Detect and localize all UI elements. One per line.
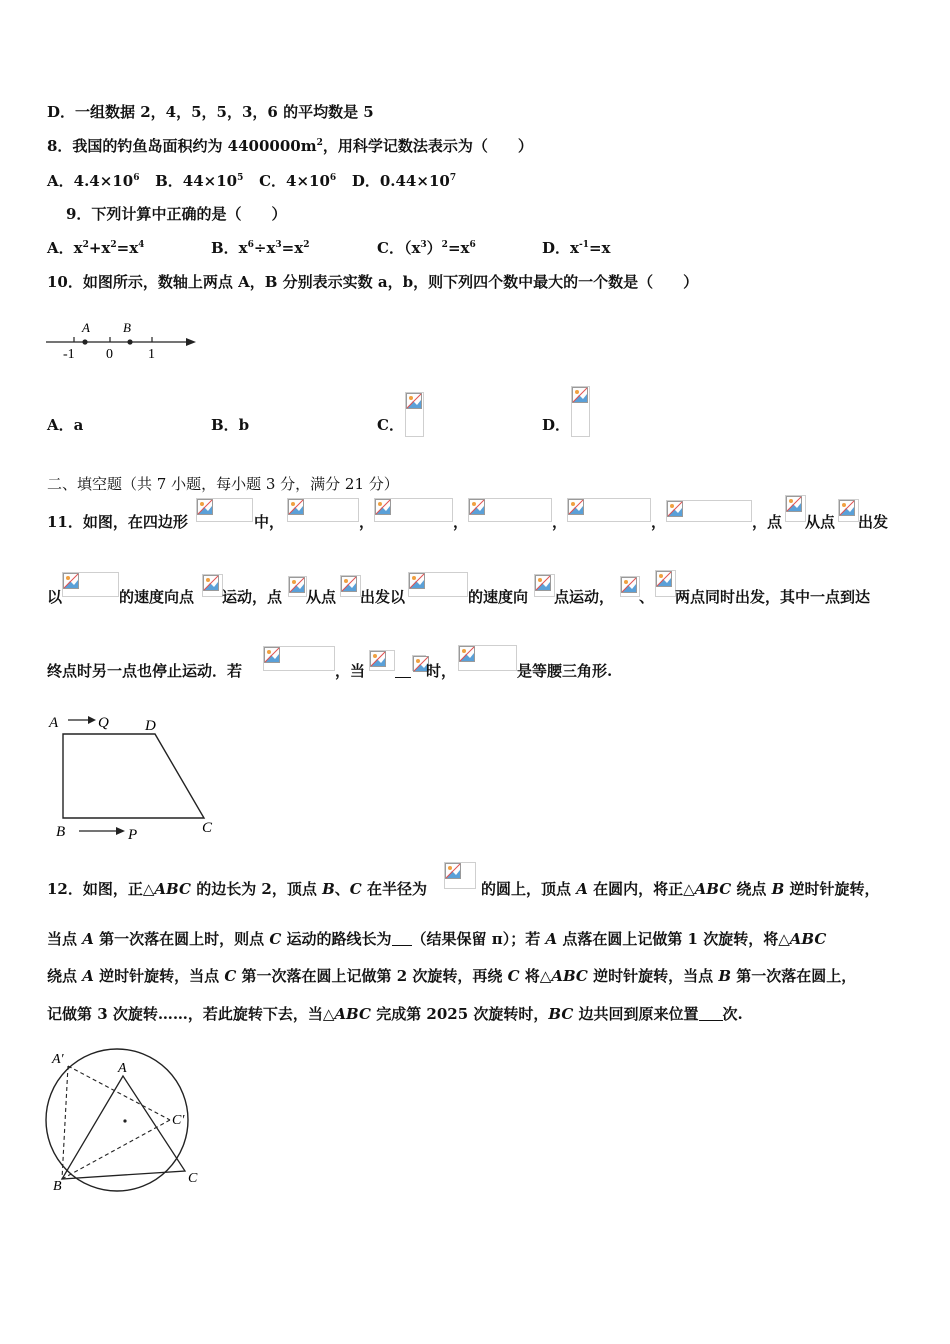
q9-option-d: D．$x^{-1}=x$ bbox=[542, 239, 611, 257]
q11-text: ，点 bbox=[752, 513, 783, 531]
broken-image-icon bbox=[620, 576, 640, 597]
broken-image-icon bbox=[567, 498, 651, 522]
broken-image-glyph bbox=[459, 646, 475, 662]
broken-image-icon bbox=[785, 495, 806, 522]
tick-label-1: 1 bbox=[148, 347, 155, 362]
broken-image-icon bbox=[412, 655, 426, 671]
broken-image-icon bbox=[655, 570, 676, 597]
broken-image-glyph bbox=[786, 496, 802, 512]
q10-stem: 10．如图所示，数轴上两点 A，B 分别表示实数 a，b，则下列四个数中最大的一个数是（ ） bbox=[47, 273, 699, 291]
q9-stem: 9．下列计算中正确的是（ ） bbox=[66, 205, 287, 223]
q8-options bbox=[47, 171, 456, 191]
q8-option-b: B．$44\times 10^5$ bbox=[155, 172, 244, 190]
broken-image-icon bbox=[458, 645, 517, 671]
tick-label-0: 0 bbox=[106, 347, 113, 362]
answer-blank bbox=[392, 931, 412, 946]
broken-image-icon bbox=[288, 576, 307, 597]
q11-text: 终点时另一点也停止运动．若 bbox=[47, 662, 243, 680]
broken-image-glyph bbox=[375, 499, 391, 515]
broken-image-icon bbox=[571, 386, 590, 437]
label-a: A bbox=[118, 1061, 127, 1076]
q12-line-3: 绕点 A 逆时针旋转，当点 C 第一次落在圆上记做第 2 次旋转，再绕 C 将△ABC 逆时针旋转，当点 B 第一次落在圆上， bbox=[47, 967, 857, 985]
dashed-a1-b bbox=[62, 1066, 68, 1179]
label-b: B bbox=[56, 824, 66, 840]
q10-option-d: D． bbox=[542, 416, 571, 434]
broken-image-glyph bbox=[370, 651, 386, 667]
broken-image-glyph bbox=[203, 575, 219, 591]
q11-text bbox=[395, 661, 411, 681]
label-c: C bbox=[202, 820, 213, 836]
point-b bbox=[127, 339, 132, 344]
q8-stem: 8．我国的钓鱼岛面积约为 $4400000m^2$，用科学记数法表示为（ ） bbox=[47, 137, 533, 155]
broken-image-glyph bbox=[264, 647, 280, 663]
q11-text: 中， bbox=[254, 513, 285, 531]
q11-text: 运动，点 bbox=[222, 588, 283, 606]
label-c-prime: C′ bbox=[172, 1113, 185, 1128]
q12-line-1b: 的圆上，顶点 A 在圆内，将正△ABC 绕点 B 逆时针旋转， bbox=[481, 880, 880, 898]
broken-image-glyph bbox=[667, 501, 683, 517]
q11-text: 的速度向 bbox=[468, 588, 529, 606]
broken-image-icon bbox=[374, 498, 453, 522]
number-line-arrow bbox=[186, 338, 196, 346]
q8-option-d: D．$0.44\times 10^7$ bbox=[351, 172, 457, 190]
broken-image-icon bbox=[196, 498, 253, 522]
q9-option-b: B．$x^6\div x^3=x^2$ bbox=[211, 239, 310, 257]
q11-text: ，当 bbox=[335, 662, 366, 680]
broken-image-glyph bbox=[289, 577, 305, 593]
label-a-prime: A′ bbox=[52, 1052, 64, 1067]
broken-image-icon bbox=[287, 498, 359, 522]
broken-image-icon bbox=[408, 572, 468, 597]
answer-blank bbox=[395, 663, 411, 678]
q11-text: 出发以 bbox=[360, 588, 406, 606]
broken-image-glyph bbox=[63, 573, 79, 589]
point-a bbox=[82, 339, 87, 344]
q11-text: ， bbox=[552, 513, 568, 531]
label-q: Q bbox=[98, 715, 109, 731]
q11-text: 、 bbox=[639, 588, 655, 606]
q12-line-1a: 12．如图，正△ABC 的边长为 2，顶点 B、C 在半径为 bbox=[47, 880, 427, 898]
circle-triangle-figure bbox=[40, 1040, 220, 1200]
broken-image-icon bbox=[534, 574, 555, 597]
label-d: D bbox=[145, 718, 156, 734]
dashed-b-c1 bbox=[62, 1120, 170, 1179]
q11-text: 的速度向点 bbox=[119, 588, 195, 606]
label-a: A bbox=[49, 715, 59, 731]
broken-image-glyph bbox=[341, 576, 357, 592]
label-a: A bbox=[82, 320, 90, 335]
broken-image-icon bbox=[263, 646, 335, 671]
broken-image-glyph bbox=[406, 393, 422, 409]
broken-image-glyph bbox=[535, 575, 551, 591]
q11-text: 点运动， bbox=[554, 588, 615, 606]
label-c: C bbox=[188, 1171, 198, 1186]
broken-image-icon bbox=[405, 392, 424, 437]
label-b: B bbox=[53, 1179, 62, 1194]
tick-label-minus1: -1 bbox=[63, 347, 75, 362]
q11-text: ， bbox=[651, 513, 667, 531]
q11-text: 11．如图，在四边形 bbox=[47, 513, 188, 531]
q8-option-c: C．$4\times 10^6$ bbox=[259, 172, 337, 190]
q12-line-4: 记做第 3 次旋转……，若此旋转下去，当△ABC 完成第 2025 次旋转时，BC 边共回到原来位置 次. bbox=[47, 1005, 743, 1023]
q11-text: 从点 bbox=[306, 588, 337, 606]
q11-text: 出发 bbox=[858, 513, 889, 531]
broken-image-glyph bbox=[197, 499, 213, 515]
broken-image-icon bbox=[340, 575, 361, 597]
broken-image-icon bbox=[838, 499, 859, 522]
broken-image-glyph bbox=[469, 499, 485, 515]
broken-image-icon bbox=[468, 498, 552, 522]
q11-text: 是等腰三角形. bbox=[517, 662, 613, 680]
arrow-p-head bbox=[116, 827, 125, 835]
q12-line-2: 当点 A 第一次落在圆上时，则点 C 运动的路线长为 （结果保留 π）；若 A 点落在圆上记做第 1 次旋转，将△ABC bbox=[47, 930, 827, 948]
q9-option-c: C．$(x^3)^2=x^6$ bbox=[377, 239, 476, 257]
center-point bbox=[123, 1119, 126, 1122]
broken-image-icon bbox=[202, 574, 223, 597]
answer-blank bbox=[699, 1006, 723, 1021]
q10-option-b: B．b bbox=[211, 416, 250, 434]
q11-text: ， bbox=[359, 513, 375, 531]
broken-image-glyph bbox=[409, 573, 425, 589]
section-2-title: 二、填空题（共 7 小题，每小题 3 分，满分 21 分） bbox=[47, 475, 399, 493]
triangle-abc bbox=[62, 1076, 185, 1179]
quadrilateral-abcd bbox=[63, 734, 204, 818]
broken-image-icon bbox=[369, 650, 395, 671]
quadrilateral-figure bbox=[44, 708, 224, 843]
q10-option-c: C． bbox=[377, 416, 404, 434]
q11-text: ， bbox=[453, 513, 469, 531]
broken-image-glyph bbox=[288, 499, 304, 515]
broken-image-glyph bbox=[839, 500, 855, 516]
broken-image-icon bbox=[666, 500, 752, 522]
label-p: P bbox=[128, 827, 138, 843]
q8-option-a: A．$4.4\times 10^6$ bbox=[47, 172, 140, 190]
q11-text: 以 bbox=[47, 588, 63, 606]
q9-option-a: A．$x^2+x^2=x^4$ bbox=[47, 239, 145, 257]
label-b: B bbox=[123, 320, 131, 335]
arrow-q-head bbox=[88, 716, 96, 724]
broken-image-icon bbox=[444, 862, 476, 889]
q11-text: 时， bbox=[426, 662, 457, 680]
q10-option-a: A．a bbox=[47, 416, 84, 434]
q11-text: 从点 bbox=[805, 513, 836, 531]
broken-image-glyph bbox=[656, 571, 672, 587]
broken-image-glyph bbox=[445, 863, 461, 879]
broken-image-glyph bbox=[572, 387, 588, 403]
broken-image-icon bbox=[62, 572, 119, 597]
q11-text: 两点同时出发，其中一点到达 bbox=[675, 588, 871, 606]
number-line-figure bbox=[44, 315, 204, 365]
broken-image-glyph bbox=[621, 577, 637, 593]
q7-option-d: D．一组数据 2，4，5，5，3，6 的平均数是 5 bbox=[47, 103, 374, 121]
broken-image-glyph bbox=[568, 499, 584, 515]
